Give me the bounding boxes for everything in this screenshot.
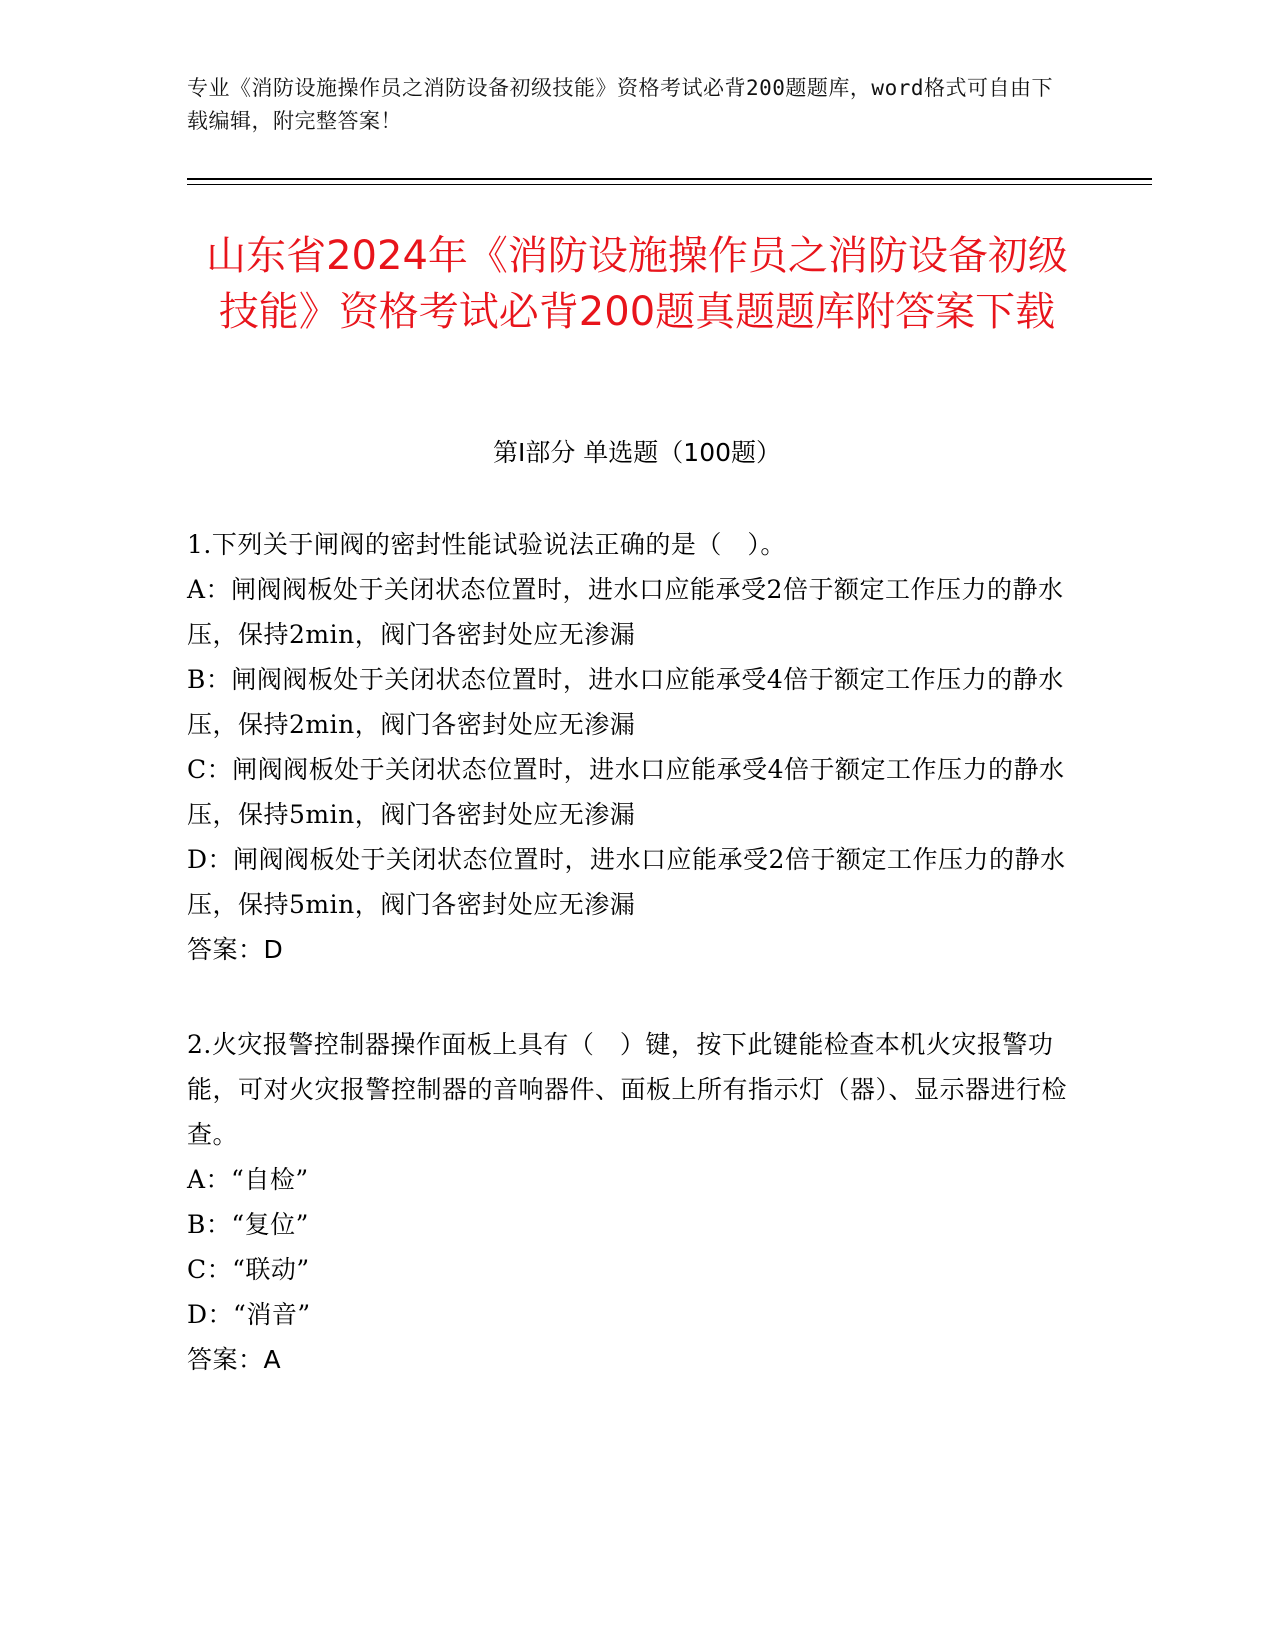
answer: 答案：A: [187, 1345, 282, 1374]
header-divider-thin: [187, 184, 1152, 185]
option-b: B：“复位”: [187, 1210, 309, 1239]
option-d: D：闸阀阀板处于关闭状态位置时，进水口应能承受2倍于额定工作压力的静水压，保持5min，阀门各密封处应无渗漏: [187, 845, 1066, 919]
header-note: 专业《消防设施操作员之消防设备初级技能》资格考试必背200题题库，word格式可自由下载编辑，附完整答案！: [187, 76, 1053, 133]
header-divider-thick: [187, 178, 1152, 180]
answer: 答案：D: [187, 935, 284, 964]
option-c: C：“联动”: [187, 1255, 310, 1284]
document-title: 山东省2024年《消防设施操作员之消防设备初级技能》资格考试必背200题真题题库附答案下载: [206, 233, 1068, 335]
option-c: C：闸阀阀板处于关闭状态位置时，进水口应能承受4倍于额定工作压力的静水压，保持5min，阀门各密封处应无渗漏: [187, 755, 1065, 829]
question-2: [187, 1022, 1067, 1382]
option-b: B：闸阀阀板处于关闭状态位置时，进水口应能承受4倍于额定工作压力的静水压，保持2min，阀门各密封处应无渗漏: [187, 665, 1064, 739]
question-stem: 2.火灾报警控制器操作面板上具有（ ）键，按下此键能检查本机火灾报警功能，可对火灾报警控制器的音响器件、面板上所有指示灯（器）、显示器进行检查。: [187, 1030, 1068, 1149]
option-a: A：“自检”: [187, 1165, 309, 1194]
question-1: [187, 522, 1067, 972]
option-a: A：闸阀阀板处于关闭状态位置时，进水口应能承受2倍于额定工作压力的静水压，保持2min，阀门各密封处应无渗漏: [187, 575, 1064, 649]
section-heading: 第I部分 单选题（100题）: [492, 438, 782, 467]
option-d: D：“消音”: [187, 1300, 311, 1329]
question-stem: 1.下列关于闸阀的密封性能试验说法正确的是（ ）。: [187, 530, 786, 559]
